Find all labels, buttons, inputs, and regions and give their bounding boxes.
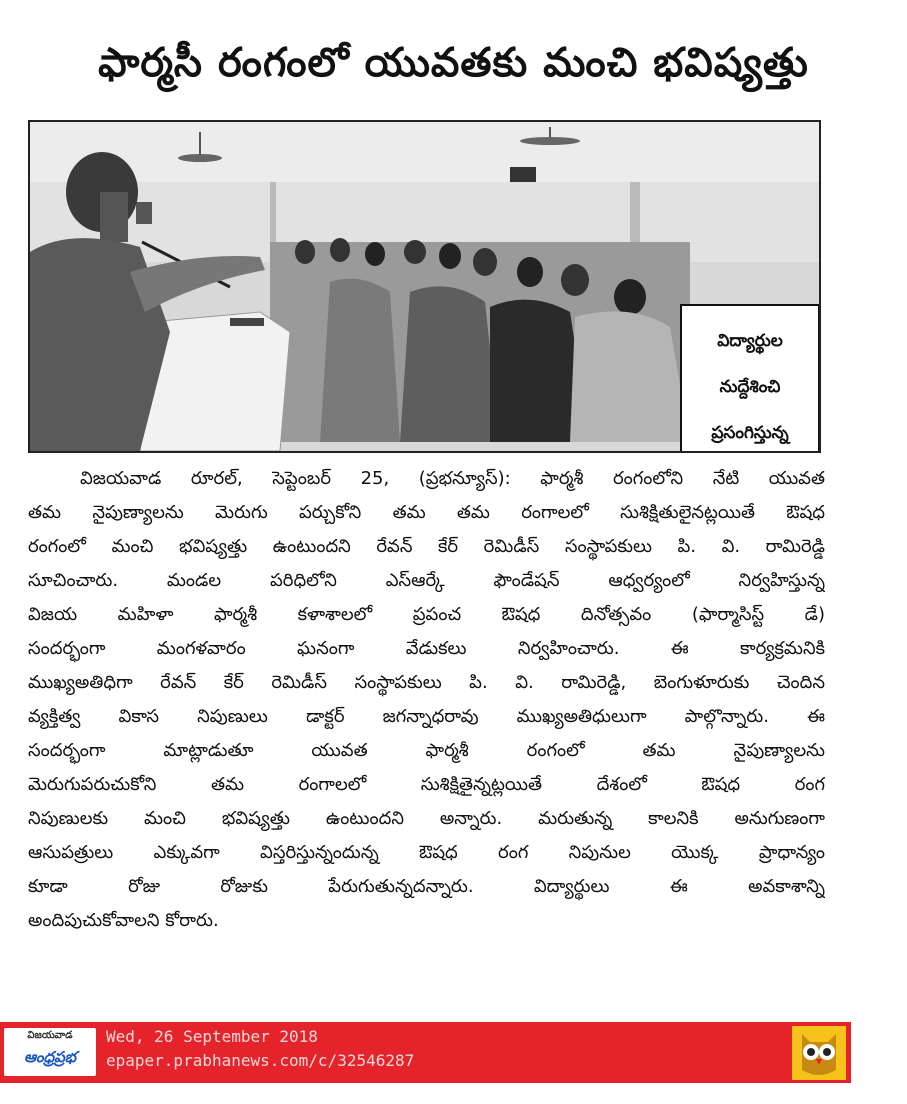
news-photo — [28, 120, 821, 453]
epaper-footer — [0, 1022, 851, 1083]
article-line: వ్యక్తిత్వ వికాస నిపుణులు డాక్టర్ జగన్నాధరావు ముఖ్యఅతిధులుగా పాల్గొన్నారు. ఈ — [28, 706, 825, 727]
article-line: విజయవాడ రూరల్, సెప్టెంబర్ 25, (ప్రభన్యూస్): ఫార్మశీ రంగంలోని నేటి యువత — [80, 468, 825, 489]
caption-line: ప్రసంగిస్తున్న — [711, 423, 789, 443]
article-line: మెరుగుపరుచుకోని తమ రంగాలలో సుశిక్షితైన్నట్లయితే దేశంలో ఔషధ రంగ — [28, 774, 825, 795]
article-line: సందర్భంగా మంగళవారం ఘనంగా వేడుకలు నిర్వహించారు. ఈ కార్యక్రమనికి — [28, 638, 825, 659]
article-body — [28, 462, 825, 938]
article-line: విజయ మహిళా ఫార్మశీ కళాశాలలో ప్రపంచ ఔషధ దినోత్సవం (ఫార్మాసిస్ట్ డే) — [28, 604, 825, 625]
newspaper-logo[interactable] — [4, 1028, 96, 1076]
article-line: తమ నైపుణ్యాలను మెరుగు పర్చుకోని తమ తమ రంగాలలో సుశిక్షితులైనట్లయితే ఔషధ — [28, 502, 825, 523]
caption-line: నుద్దేశించి — [719, 377, 781, 397]
edition-date: Wed, 26 September 2018 — [106, 1027, 318, 1046]
article-line: సందర్భంగా మాట్లాడుతూ యువత ఫార్మశీ రంగంలో తమ నైపుణ్యాలను — [28, 740, 825, 761]
logo-masthead: ఆంధ్రప్రభ — [23, 1048, 77, 1066]
owl-mascot-icon — [792, 1026, 846, 1080]
article-line: రంగంలో మంచి భవిష్యత్తు ఉంటుందని రేవన్ కేర్ రెమిడీస్ సంస్థాపకులు పి. వి. రామిరెడ్డి — [28, 536, 825, 557]
headline: ఫార్మసీ రంగంలో యువతకు మంచి భవిష్యత్తు — [98, 40, 809, 86]
article-line: కూడా రోజు రోజుకు పేరుగుతున్నదన్నారు. విద్యార్థులు ఈ అవకాశాన్ని — [28, 876, 825, 897]
epaper-link[interactable]: epaper.prabhanews.com/c/32546287 — [106, 1051, 415, 1070]
caption-line: విద్యార్థుల — [717, 331, 783, 351]
article-line: నిపుణులకు మంచి భవిష్యత్తు ఉంటుందని అన్నారు. మరుతున్న కాలనికి అనుగుణంగా — [28, 808, 825, 829]
article-line: సూచించారు. మండల పరిధిలోని ఎస్ఆర్కే ఫౌండేషన్ ఆధ్వర్యంలో నిర్వహిస్తున్న — [28, 570, 825, 591]
logo-edition: విజయవాడ — [27, 1030, 73, 1041]
article-line: అందిపుచుకోవాలని కోరారు. — [28, 910, 219, 931]
article-line: ఆసుపత్రులు ఎక్కువగా విస్తరిస్తున్నందున్న ఔషధ రంగ నిపునుల యొక్క ప్రాధాన్యం — [28, 842, 825, 863]
photo-caption — [680, 304, 820, 453]
article-line: ముఖ్యఅతిధిగా రేవన్ కేర్ రెమిడీస్ సంస్థాపకులు పి. వి. రామిరెడ్డి, బెంగుళూరుకు చెందిన — [28, 672, 825, 693]
